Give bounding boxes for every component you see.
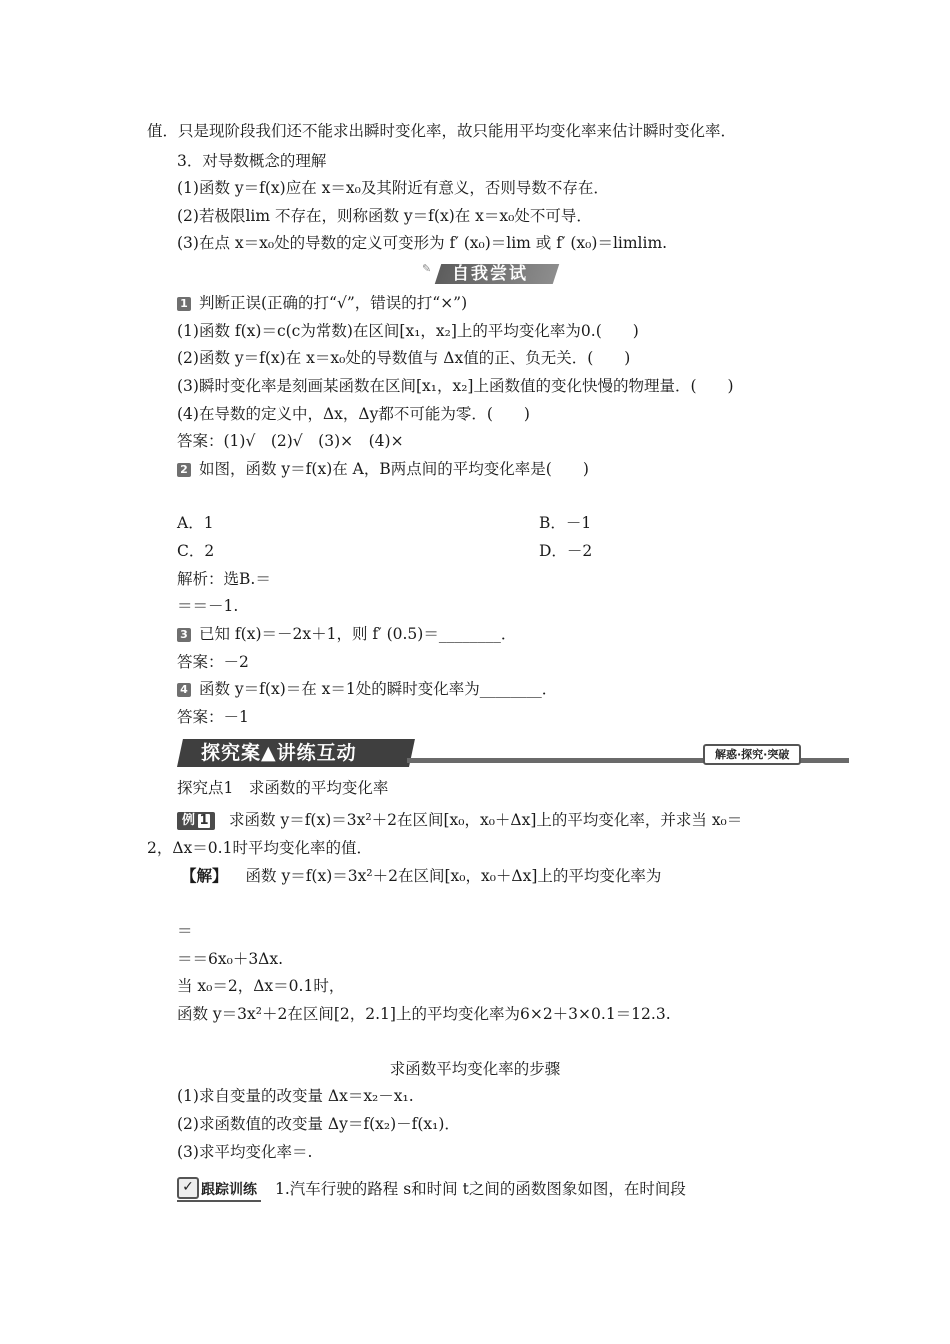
explore-banner: [177, 739, 849, 767]
question-3: [177, 624, 516, 644]
q1-answer: 答案：(1)√ (2)√ (3)× (4)×: [177, 432, 404, 450]
solution-line-3: ＝＝6x₀＋3Δx.: [177, 950, 284, 968]
solution-line-4: 当 x₀＝2，Δx＝0.1时，: [177, 977, 345, 995]
intro-line-4: (2)若极限lim 不存在，则称函数 y＝f(x)在 x＝x₀处不可导．: [177, 207, 592, 225]
example-1-line-1: [177, 810, 742, 830]
step-3: (3)求平均变化率＝.: [177, 1143, 313, 1161]
question-number-badge: 3: [177, 628, 191, 642]
step-1: (1)求自变量的改变量 Δx＝x₂－x₁.: [177, 1087, 414, 1105]
q1-item-3: (3)瞬时变化率是刻画某函数在区间[x₁，x₂]上函数值的变化快慢的物理量．( ): [177, 377, 734, 395]
question-number-badge: 4: [177, 683, 191, 697]
q2-analysis-1: 解析：选B.＝: [177, 570, 271, 588]
solution-line-5: 函数 y＝3x²＋2在区间[2，2.1]上的平均变化率为6×2＋3×0.1＝12.3.: [177, 1005, 671, 1023]
question-number-badge: 2: [177, 463, 191, 477]
steps-title: 求函数平均变化率的步骤: [389, 1060, 561, 1078]
solution-label: 【解】: [181, 866, 228, 885]
question-4-text: 函数 y＝f(x)＝在 x＝1处的瞬时变化率为________．: [199, 680, 558, 698]
follow-training-label: ✓ 跟踪训练: [177, 1180, 261, 1202]
q1-item-4: (4)在导数的定义中，Δx，Δy都不可能为零．( ): [177, 405, 530, 423]
solution-line-1: [181, 866, 661, 886]
question-3-text: 已知 f(x)＝－2x＋1，则 f′ (0.5)＝________．: [199, 625, 517, 643]
q2-analysis-2: ＝＝－1.: [177, 597, 239, 615]
intro-line-5: (3)在点 x＝x₀处的导数的定义可变形为 f′ (x₀)＝lim 或 f′ (x₀)＝limlim.: [177, 234, 668, 252]
step-2: (2)求函数值的改变量 Δy＝f(x₂)－f(x₁)．: [177, 1115, 460, 1133]
follow-training-text: 1.汽车行驶的路程 s和时间 t之间的函数图象如图，在时间段: [275, 1180, 686, 1198]
section-heading-derivative-concept: 3．对导数概念的理解: [177, 152, 327, 170]
example-1-text: 求函数 y＝f(x)＝3x²＋2在区间[x₀，x₀＋Δx]上的平均变化率，并求当 x₀＝: [229, 811, 743, 829]
q2-option-c: C．2: [177, 542, 215, 560]
pen-icon: ✎: [422, 262, 432, 275]
solution-text: 函数 y＝f(x)＝3x²＋2在区间[x₀，x₀＋Δx]上的平均变化率为: [245, 867, 662, 885]
self-test-banner: [420, 260, 560, 286]
example-1-line-2: 2，Δx＝0.1时平均变化率的值．: [147, 839, 372, 857]
q2-option-b: B．－1: [539, 514, 592, 532]
q4-answer: 答案：－1: [177, 708, 249, 726]
q2-option-a: A．1: [177, 514, 214, 532]
question-number-badge: 1: [177, 297, 191, 311]
q3-answer: 答案：－2: [177, 653, 249, 671]
question-1-text: 判断正误(正确的打“√”，错误的打“×”): [199, 294, 468, 312]
q1-item-1: (1)函数 f(x)＝c(c为常数)在区间[x₁，x₂]上的平均变化率为0.( ): [177, 322, 639, 340]
question-2: [177, 459, 589, 479]
explore-point-1: 探究点1 求函数的平均变化率: [177, 779, 389, 797]
check-icon: ✓: [177, 1177, 199, 1199]
intro-line-1: 值．只是现阶段我们还不能求出瞬时变化率，故只能用平均变化率来估计瞬时变化率．: [147, 122, 737, 140]
solution-line-2: ＝: [177, 922, 193, 940]
question-4: [177, 679, 557, 699]
intro-line-3: (1)函数 y＝f(x)应在 x＝x₀及其附近有意义，否则导数不存在．: [177, 179, 609, 197]
q1-item-2: (2)函数 y＝f(x)在 x＝x₀处的导数值与 Δx值的正、负无关．( ): [177, 349, 631, 367]
q2-option-d: D．－2: [539, 542, 593, 560]
question-1: [177, 293, 467, 313]
question-2-text: 如图，函数 y＝f(x)在 A，B两点间的平均变化率是( ): [199, 460, 589, 478]
example-badge: 例 1: [177, 812, 215, 830]
follow-training: [177, 1179, 686, 1202]
explore-banner-title: 探究案▲讲练互动: [201, 742, 357, 764]
self-test-title: 自我尝试: [452, 264, 528, 284]
explore-banner-tag: 解惑·探究·突破: [703, 744, 801, 765]
